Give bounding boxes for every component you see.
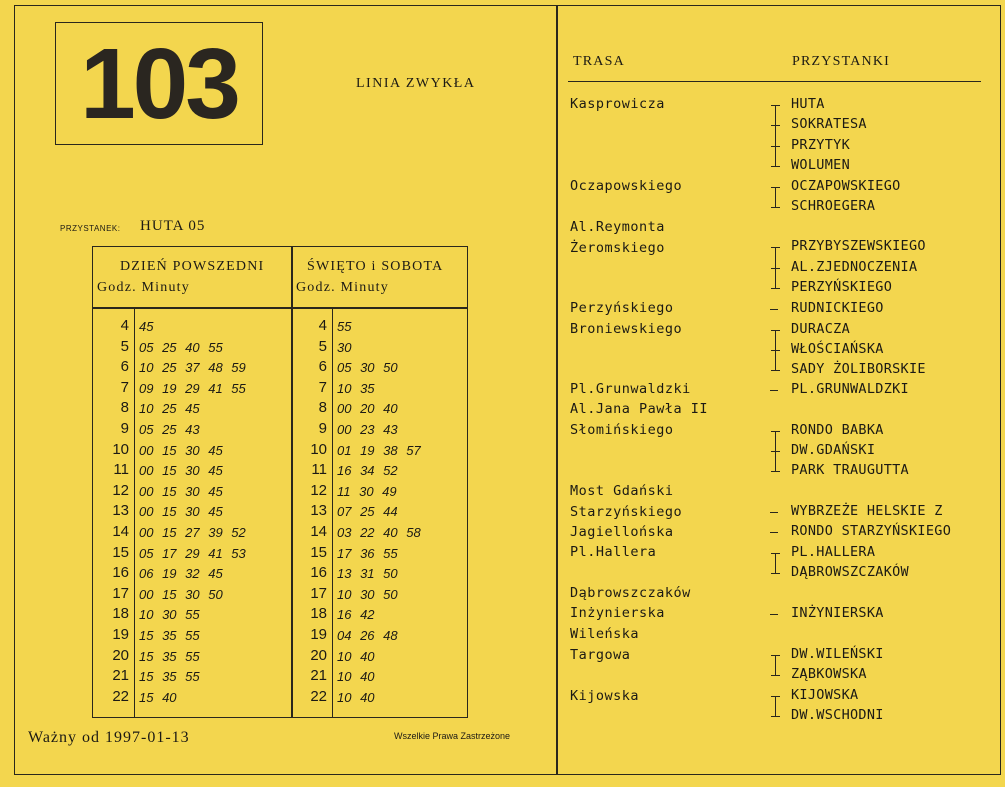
weekend-hour: 18 (310, 605, 327, 623)
route-connector-line (771, 166, 780, 167)
route-connector-line (771, 573, 780, 574)
route-connector-line (771, 553, 780, 554)
weekday-hour: 7 (120, 378, 129, 396)
route-stop: WŁOŚCIAŃSKA (791, 341, 884, 357)
weekday-minutes: 00 15 30 45 (139, 504, 223, 520)
weekday-minutes: 05 25 43 (139, 422, 200, 437)
weekend-minutes: 01 19 38 57 (337, 442, 421, 458)
route-stop: DURACZA (791, 321, 850, 337)
weekend-minutes: 10 30 50 (337, 586, 398, 602)
weekend-header: ŚWIĘTO i SOBOTA (307, 259, 444, 274)
route-connector-line (775, 696, 776, 716)
route-street: Oczapowskiego (570, 178, 683, 194)
weekend-hour: 20 (310, 646, 327, 664)
timetable-header-divider (92, 307, 468, 309)
route-stop: OCZAPOWSKIEGO (791, 178, 901, 194)
route-connector-line (770, 512, 778, 513)
weekend-hour: 6 (318, 358, 327, 376)
weekend-minutes: 03 22 40 58 (337, 525, 421, 540)
route-street: Al.Reymonta (570, 219, 665, 235)
route-stop: SCHROEGERA (791, 198, 876, 214)
route-stop: DW.WSCHODNI (791, 707, 884, 723)
route-stop: INŻYNIERSKA (791, 605, 884, 621)
stops-header: PRZYSTANKI (792, 54, 890, 69)
weekday-hour: 8 (120, 399, 129, 417)
route-street: Perzyńskiego (570, 300, 674, 316)
weekday-hour: 5 (120, 337, 129, 355)
route-stop: DW.GDAŃSKI (791, 442, 876, 458)
weekend-minutes: 10 35 (337, 380, 375, 396)
route-street: Kijowska (570, 688, 640, 704)
weekday-minutes: 10 30 55 (139, 607, 200, 623)
route-connector-line (770, 390, 778, 391)
route-stop: KIJOWSKA (791, 687, 859, 703)
weekend-minutes: 13 31 50 (337, 566, 398, 582)
route-connector-line (770, 614, 778, 615)
weekend-minutes: 30 (337, 339, 352, 355)
route-stop: SADY ŻOLIBORSKIE (791, 361, 926, 377)
route-connector-line (771, 655, 780, 656)
route-street: Al.Jana Pawła II (570, 401, 709, 417)
weekday-hour: 20 (112, 646, 129, 664)
route-street: Broniewskiego (570, 321, 683, 337)
weekday-hour: 9 (120, 420, 129, 437)
route-connector-line (771, 125, 780, 126)
weekday-minutes: 15 35 55 (139, 628, 200, 643)
weekend-minutes: 16 42 (337, 607, 375, 623)
route-stop: PL.HALLERA (791, 544, 876, 560)
copyright-notice: Wszelkie Prawa Zastrzeżone (394, 731, 511, 741)
weekday-hour: 19 (112, 626, 129, 643)
route-connector-line (770, 532, 778, 533)
route-street: Targowa (570, 647, 631, 663)
weekend-minutes: 16 34 52 (337, 463, 398, 479)
weekday-header: DZIEŃ POWSZEDNI (120, 259, 265, 274)
route-connector-line (771, 431, 780, 432)
weekend-hour: 19 (310, 626, 327, 643)
route-street: Pl.Hallera (570, 544, 657, 560)
weekend-hour: 12 (310, 481, 327, 499)
route-street: Most Gdański (570, 483, 674, 499)
route-connector-line (775, 187, 776, 207)
route-stop: PRZYBYSZEWSKIEGO (791, 238, 926, 254)
route-connector-line (771, 696, 780, 697)
route-connector-line (771, 471, 780, 472)
line-type: LINIA ZWYKŁA (356, 76, 476, 91)
valid-from: Ważny od 1997-01-13 (28, 729, 190, 746)
route-stop: SOKRATESA (791, 116, 867, 132)
weekday-hour: 6 (120, 358, 129, 376)
weekend-minutes: 00 23 43 (337, 422, 398, 437)
route-connector-line (771, 350, 780, 351)
weekday-minutes: 00 15 30 50 (139, 586, 223, 602)
route-street: Pl.Grunwaldzki (570, 381, 691, 397)
route-connector-line (771, 105, 780, 106)
column-divider (556, 5, 558, 775)
weekday-minutes: 10 25 37 48 59 (139, 360, 246, 376)
weekend-hour: 11 (311, 461, 327, 479)
weekend-minutes: 10 40 (337, 669, 375, 685)
weekend-hour: 21 (310, 667, 327, 685)
route-stop: PL.GRUNWALDZKI (791, 381, 909, 397)
weekend-hour: 8 (318, 399, 327, 417)
route-header-underline (568, 81, 981, 82)
weekday-hour: 18 (112, 605, 129, 623)
route-street: Inżynierska (570, 605, 665, 621)
route-stop: PRZYTYK (791, 137, 850, 153)
weekday-minutes: 00 15 30 45 (139, 442, 223, 458)
route-street: Wileńska (570, 626, 640, 642)
weekday-minutes: 00 15 30 45 (139, 483, 223, 499)
route-street: Kasprowicza (570, 96, 665, 112)
stop-name: HUTA 05 (140, 218, 206, 234)
weekend-minutes: 04 26 48 (337, 628, 398, 643)
route-street: Dąbrowszczaków (570, 585, 691, 601)
weekday-hour: 22 (112, 687, 129, 705)
route-connector-line (771, 370, 780, 371)
weekday-minutes: 05 17 29 41 53 (139, 545, 246, 561)
route-stop: DW.WILEŃSKI (791, 646, 884, 662)
weekday-minutes: 00 15 30 45 (139, 463, 223, 479)
weekend-hour: 9 (318, 420, 327, 437)
weekend-hour: 22 (310, 687, 327, 705)
route-connector-line (775, 105, 776, 166)
route-street: Jagiellońska (570, 524, 674, 540)
weekday-minutes: 15 40 (139, 689, 177, 705)
weekend-minutes: 55 (337, 319, 352, 334)
weekend-minutes: 10 40 (337, 689, 375, 705)
weekday-hour: 12 (112, 481, 129, 499)
weekend-minutes: 00 20 40 (337, 401, 398, 417)
weekday-hour: 16 (112, 564, 129, 582)
route-connector-line (771, 268, 780, 269)
weekday-subheader: Godz. Minuty (97, 280, 190, 295)
route-stop: RONDO STARZYŃSKIEGO (791, 523, 952, 539)
weekday-minutes: 45 (139, 319, 154, 334)
line-number: 103 (80, 27, 238, 140)
route-stop: WOLUMEN (791, 157, 850, 173)
weekend-minutes: 10 40 (337, 648, 375, 664)
route-connector-line (771, 288, 780, 289)
line-number-box (55, 22, 263, 145)
weekday-minutes: 15 35 55 (139, 648, 200, 664)
timetable-table (92, 246, 468, 718)
route-connector-line (771, 330, 780, 331)
weekday-minutes: 06 19 32 45 (139, 566, 223, 582)
weekday-minutes: 05 25 40 55 (139, 339, 223, 355)
route-stop: PARK TRAUGUTTA (791, 462, 909, 478)
weekend-hour: 16 (310, 564, 327, 582)
weekend-hour-divider (332, 307, 333, 718)
weekend-minutes: 17 36 55 (337, 545, 398, 561)
route-connector-line (770, 309, 778, 310)
route-connector-line (771, 451, 780, 452)
route-connector-line (771, 675, 780, 676)
weekday-minutes: 00 15 27 39 52 (139, 525, 246, 540)
weekday-hour: 17 (112, 584, 129, 602)
weekend-minutes: 11 30 49 (337, 483, 397, 499)
weekend-hour: 5 (318, 337, 327, 355)
weekend-hour: 14 (310, 523, 327, 540)
route-connector-line (775, 553, 776, 573)
route-stop: AL.ZJEDNOCZENIA (791, 259, 918, 275)
weekend-minutes: 05 30 50 (337, 360, 398, 376)
weekday-minutes: 09 19 29 41 55 (139, 380, 246, 396)
route-connector-line (771, 247, 780, 248)
weekend-hour: 4 (318, 317, 327, 334)
route-header: TRASA (573, 54, 625, 69)
route-stop: RUDNICKIEGO (791, 300, 884, 316)
route-street: Żeromskiego (570, 240, 665, 256)
weekend-subheader: Godz. Minuty (296, 280, 389, 295)
route-stop: ZĄBKOWSKA (791, 666, 867, 682)
weekend-minutes: 07 25 44 (337, 504, 398, 520)
weekend-hour: 17 (310, 584, 327, 602)
route-stop: PERZYŃSKIEGO (791, 279, 893, 295)
weekday-hour: 11 (113, 461, 129, 479)
route-stop: HUTA (791, 96, 825, 112)
weekday-minutes: 10 25 45 (139, 401, 200, 417)
route-stop: DĄBROWSZCZAKÓW (791, 564, 909, 580)
route-connector-line (771, 146, 780, 147)
weekday-hour: 4 (120, 317, 129, 334)
route-connector-line (771, 716, 780, 717)
route-stop: WYBRZEŻE HELSKIE Z (791, 503, 943, 519)
weekend-hour: 15 (310, 543, 327, 561)
stop-label: PRZYSTANEK: (60, 224, 121, 233)
weekday-hour: 14 (112, 523, 129, 540)
weekday-hour: 15 (112, 543, 129, 561)
route-connector-line (771, 207, 780, 208)
weekend-hour: 10 (310, 440, 327, 458)
route-connector-line (775, 655, 776, 675)
weekday-hour: 21 (112, 667, 129, 685)
weekday-hour: 10 (112, 440, 129, 458)
route-street: Starzyńskiego (570, 504, 683, 520)
route-stop: RONDO BABKA (791, 422, 884, 438)
weekend-hour: 7 (318, 378, 327, 396)
weekday-minutes: 15 35 55 (139, 669, 200, 685)
weekday-hour-divider (134, 307, 135, 718)
weekday-hour: 13 (112, 502, 129, 520)
route-street: Słomińskiego (570, 422, 674, 438)
route-connector-line (771, 187, 780, 188)
weekend-hour: 13 (310, 502, 327, 520)
